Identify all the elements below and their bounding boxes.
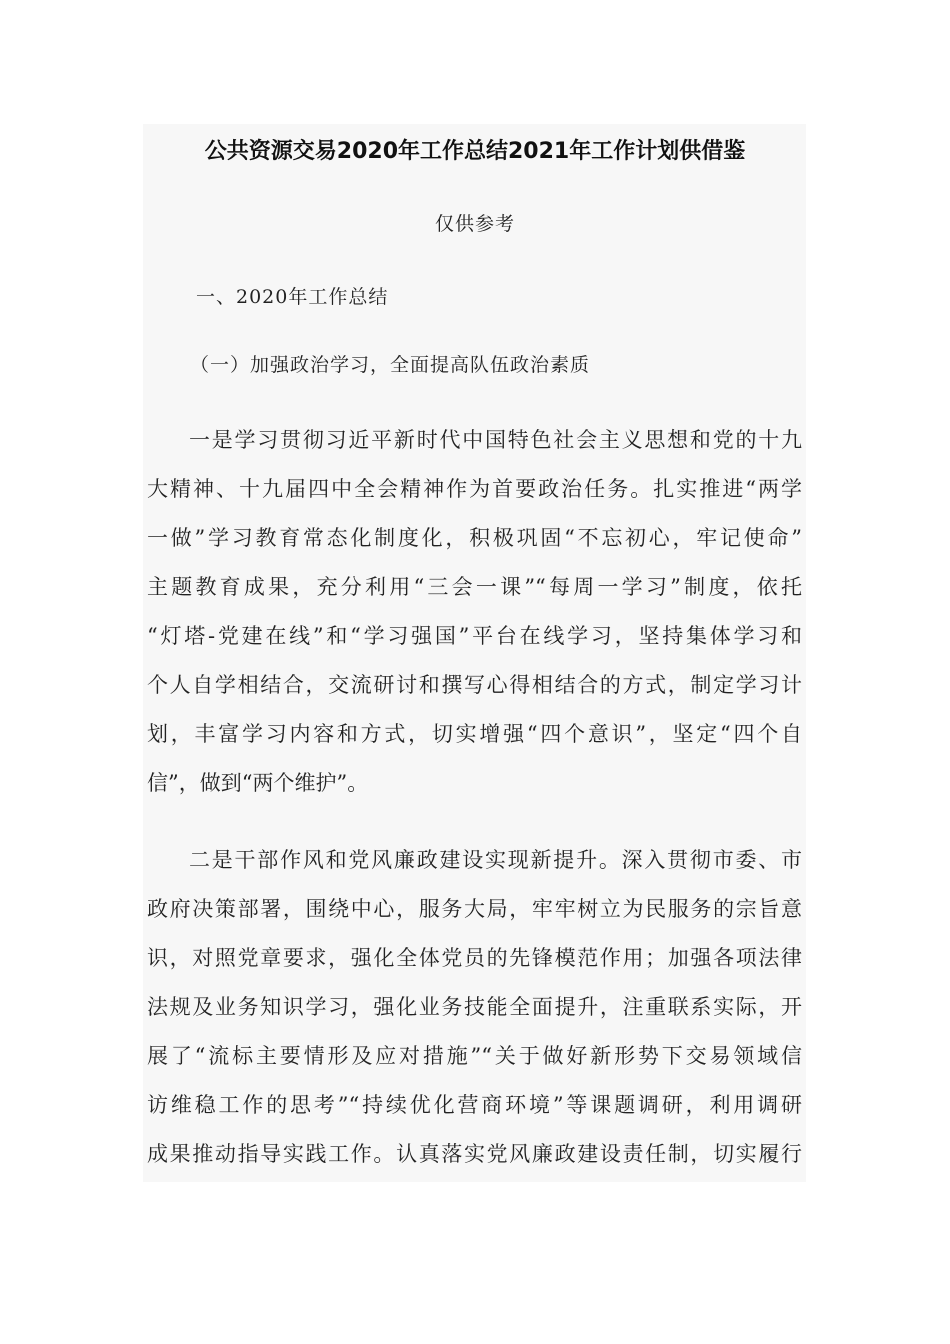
paragraph-line: 划，丰富学习内容和方式，切实增强“四个意识”，坚定“四个自 (147, 722, 802, 746)
paragraph-line: 一是学习贯彻习近平新时代中国特色社会主义思想和党的十九 (189, 428, 802, 452)
paragraph-line: 政府决策部署，围绕中心，服务大局，牢牢树立为民服务的宗旨意 (147, 897, 802, 921)
paragraph-line: 一做”学习教育常态化制度化，积极巩固“不忘初心，牢记使命” (147, 526, 802, 550)
paragraph-line: 访维稳工作的思考”“持续优化营商环境”等课题调研，利用调研 (147, 1093, 802, 1117)
document-subtitle: 仅供参考 (434, 213, 515, 235)
paragraph-line: 个人自学相结合，交流研讨和撰写心得相结合的方式，制定学习计 (147, 673, 802, 697)
paragraph-line: 主题教育成果，充分利用“三会一课”“每周一学习”制度，依托 (147, 575, 802, 599)
section-heading: 一、2020年工作总结 (196, 286, 389, 308)
paragraph-line: 信”，做到“两个维护”。 (147, 771, 369, 795)
paragraph-line: 法规及业务知识学习，强化业务技能全面提升，注重联系实际，开 (147, 995, 802, 1019)
subsection-heading: （一）加强政治学习，全面提高队伍政治素质 (190, 354, 591, 376)
paragraph-line: 二是干部作风和党风廉政建设实现新提升。深入贯彻市委、市 (189, 848, 802, 872)
paragraph-line: 成果推动指导实践工作。认真落实党风廉政建设责任制，切实履行 (147, 1142, 802, 1166)
document-title: 公共资源交易2020年工作总结2021年工作计划供借鉴 (204, 139, 746, 164)
paragraph-line: 识，对照党章要求，强化全体党员的先锋模范作用；加强各项法律 (147, 946, 802, 970)
paragraph-line: 大精神、十九届四中全会精神作为首要政治任务。扎实推进“两学 (147, 477, 802, 501)
paragraph-line: “灯塔-党建在线”和“学习强国”平台在线学习，坚持集体学习和 (147, 624, 802, 648)
paragraph-line: 展了“流标主要情形及应对措施”“关于做好新形势下交易领域信 (147, 1044, 802, 1068)
